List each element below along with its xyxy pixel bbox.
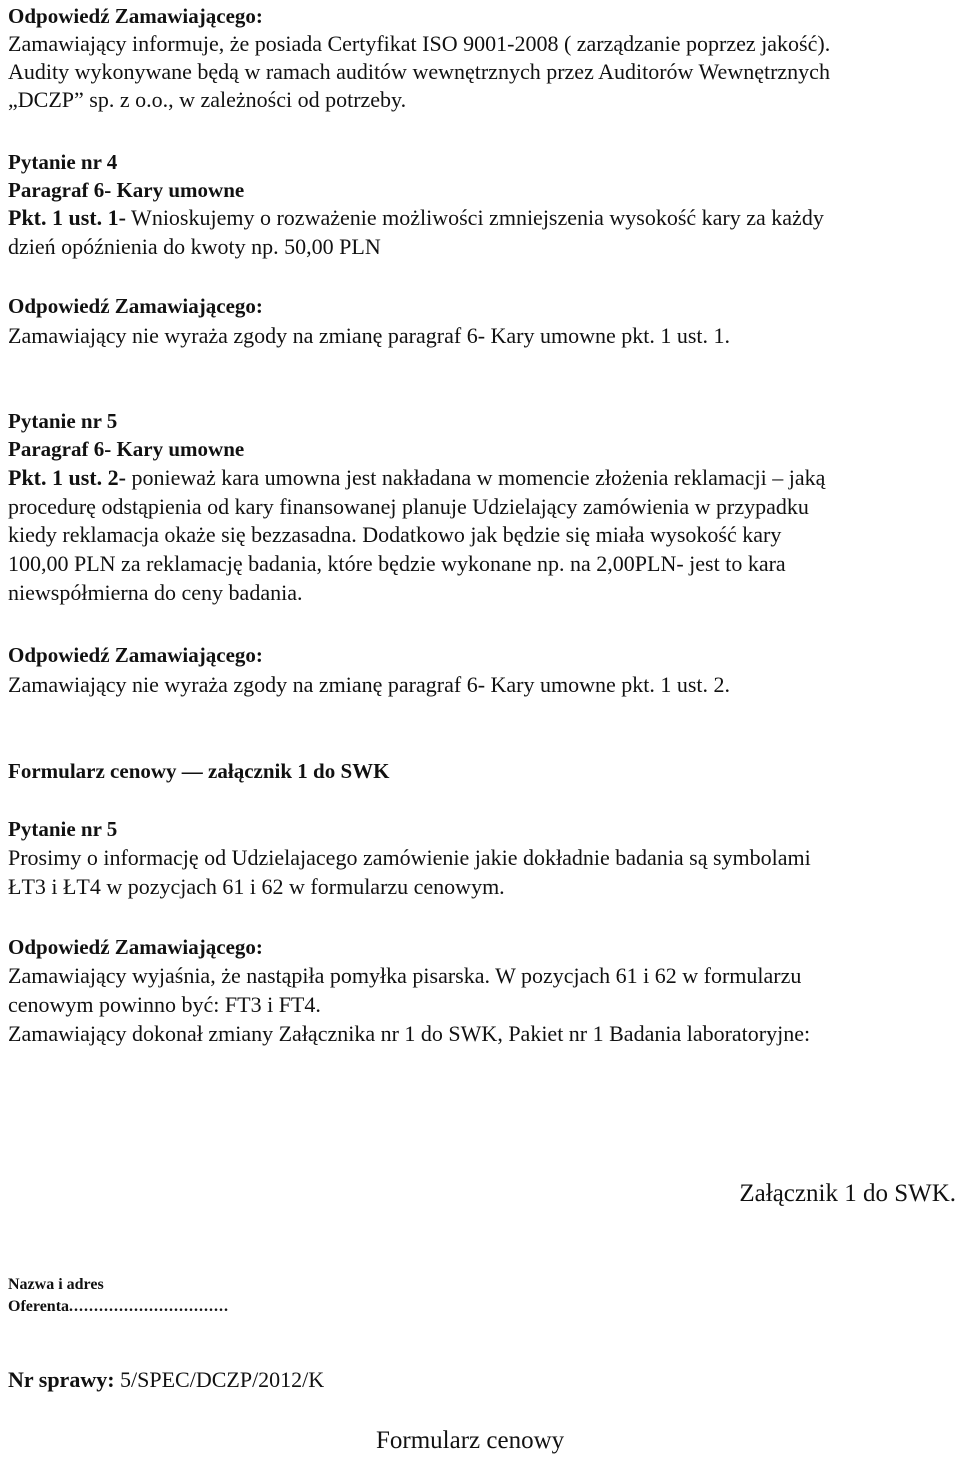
paragraph-heading: Paragraf 6- Kary umowne (8, 178, 245, 202)
text-line: ŁT3 i ŁT4 w pozycjach 61 i 62 w formularzu cenowym. (8, 874, 505, 899)
answer-heading: Odpowiedź Zamawiającego: (8, 935, 263, 959)
answer-text: Zamawiający wyjaśnia, że nastąpiła pomyłka pisarska. W pozycjach 61 i 62 w formularzu (8, 963, 802, 988)
paragraph-heading: Paragraf 6- Kary umowne (8, 437, 245, 461)
answer-text: Zamawiający nie wyraża zgody na zmianę paragraf 6- Kary umowne pkt. 1 ust. 1. (8, 323, 731, 348)
answer-heading: Odpowiedź Zamawiającego: (8, 643, 263, 667)
pkt-label: Pkt. 1 ust. 1- (8, 205, 126, 230)
answer-text: Zamawiający nie wyraża zgody na zmianę paragraf 6- Kary umowne pkt. 1 ust. 2. (8, 672, 731, 697)
bidder-label-text: Oferenta (8, 1298, 70, 1315)
text-line (8, 465, 825, 491)
case-number-value: 5/SPEC/DCZP/2012/K (114, 1367, 325, 1392)
attachment-label: Załącznik 1 do SWK. (739, 1180, 956, 1207)
text-line: kiedy reklamacja okaże się bezzasadna. Dodatkowo jak będzie się miała wysokość kary (8, 522, 782, 547)
answer-heading: Odpowiedź Zamawiającego: (8, 4, 263, 28)
form-title: Formularz cenowy (376, 1427, 565, 1454)
text-line: dzień opóźnienia do kwoty np. 50,00 PLN (8, 234, 381, 259)
answer-heading: Odpowiedź Zamawiającego: (8, 294, 263, 318)
section-title: Formularz cenowy — załącznik 1 do SWK (8, 759, 390, 783)
text-line: Audity wykonywane będą w ramach auditów wewnętrznych przez Auditorów Wewnętrznych (8, 59, 830, 84)
name-address-label: Nazwa i adres (8, 1276, 104, 1293)
answer-text: Zamawiający dokonał zmiany Załącznika nr 1 do SWK, Pakiet nr 1 Badania laboratoryjne: (8, 1021, 811, 1046)
bidder-label (8, 1298, 229, 1316)
bidder-dots: ................................ (69, 1298, 230, 1315)
question-title: Pytanie nr 5 (8, 817, 118, 841)
text-line: Prosimy o informację od Udzielajacego zamówienie jakie dokładnie badania są symbolami (8, 845, 811, 870)
text-line: Zamawiający informuje, że posiada Certyfikat ISO 9001-2008 ( zarządzanie poprzez jakość). (8, 31, 831, 56)
case-number (8, 1367, 324, 1393)
text-line: „DCZP” sp. z o.o., w zależności od potrzeby. (8, 87, 407, 112)
question-title: Pytanie nr 4 (8, 150, 118, 174)
pkt-label: Pkt. 1 ust. 2- (8, 465, 126, 490)
case-number-label: Nr sprawy: (8, 1367, 115, 1392)
answer-text: cenowym powinno być: FT3 i FT4. (8, 992, 321, 1017)
text-line: niewspółmierna do ceny badania. (8, 580, 303, 605)
text-line: procedurę odstąpienia od kary finansowanej planuje Udzielający zamówienia w przypadku (8, 494, 809, 519)
text-line-rest: Wnioskujemy o rozważenie możliwości zmniejszenia wysokość kary za każdy (125, 205, 824, 230)
text-line-rest: ponieważ kara umowna jest nakładana w momencie złożenia reklamacji – jaką (125, 465, 826, 490)
text-line (8, 205, 824, 231)
question-title: Pytanie nr 5 (8, 409, 118, 433)
text-line: 100,00 PLN za reklamację badania, które będzie wykonane np. na 2,00PLN- jest to kara (8, 551, 786, 576)
